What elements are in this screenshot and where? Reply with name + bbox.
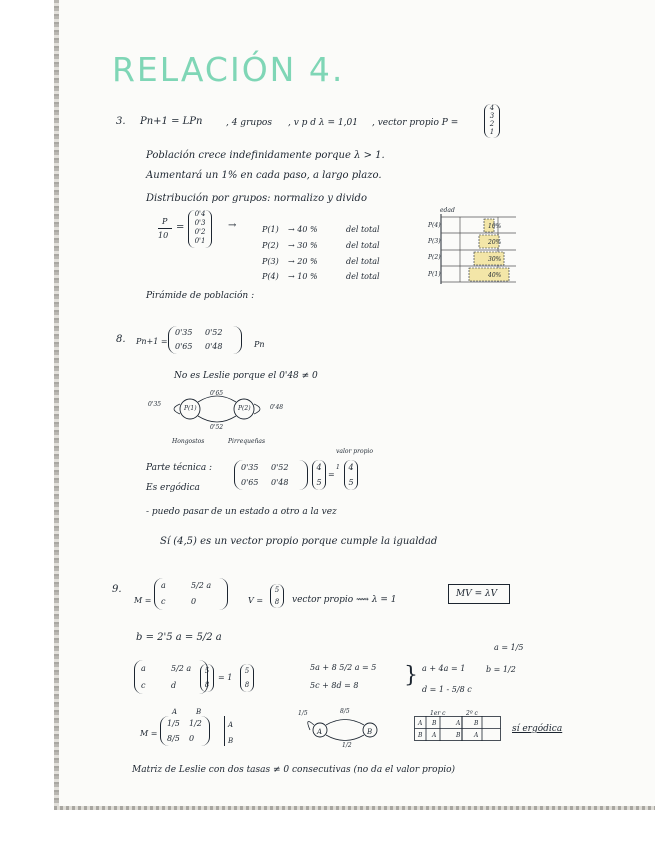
ex8-ergodic-label: Es ergódica — [146, 483, 200, 493]
ex9-system-eq2: 5c + 8d = 8 — [310, 681, 359, 690]
ex9-self-loop: 1/5 — [298, 710, 308, 717]
ex8-vector-left: 4 5 — [312, 460, 326, 490]
ex8-edge-top: 0'65 — [210, 390, 224, 397]
ex3-eigenvector: 4 3 2 1 — [484, 104, 500, 138]
ex8-vector-right: 4 5 — [344, 460, 358, 490]
ex9-conclusion: Matriz de Leslie con dos tasas ≠ 0 consecutivas (no da el valor propio) — [132, 765, 456, 775]
ex3-normalized-vector: 0'4 0'3 0'2 0'1 — [188, 210, 212, 248]
ex9-row-label-b: B — [228, 737, 234, 745]
ex3-frac-num: P — [162, 217, 168, 226]
ex8-self-loop-2: 0'48 — [270, 404, 284, 411]
ex3-frac-den: 10 — [158, 231, 169, 240]
ex8-node-label-2: Pirrequeñas — [228, 438, 266, 445]
ex9-result-a: a = 1/5 — [494, 643, 524, 652]
page-bottom-edge — [54, 806, 655, 810]
ex8-lambda: 1 — [336, 464, 340, 471]
ex9-matrix-abcd: a 5/2 a c d — [134, 660, 208, 694]
ex8-node-label-1: Hongostos — [172, 438, 205, 445]
ex9-table-head-1: 1er c — [430, 710, 446, 717]
ex9-result-b: b = 1/2 — [486, 665, 516, 674]
ex8-note-eigenvector: Sí (4,5) es un vector propio porque cumple la igualdad — [160, 536, 438, 547]
ex9-row-label-a: A — [228, 721, 234, 729]
ex8-lhs: Pn+1 = — [136, 337, 168, 346]
ex8-note-states: - puedo pasar de un estado a otro a la vez — [146, 507, 337, 517]
ex3-line-distribution: Distribución por grupos: normalizo y divido — [146, 193, 367, 204]
ex8-node-2: P(2) — [238, 405, 251, 412]
pyramid-axis-title: edad — [440, 207, 455, 214]
ex9-vector-v3: 5 8 — [240, 664, 254, 692]
ex8-part-label: Parte técnica : — [146, 463, 213, 473]
ex9-system-brace: } — [404, 663, 418, 688]
ex8-matrix: 0'35 0'52 0'65 0'48 — [168, 326, 242, 354]
ex9-solution-d: d = 1 - 5/8 c — [422, 685, 472, 694]
page-title: RELACIÓN 4. — [112, 50, 345, 89]
ex9-vector-v2: 5 8 — [200, 664, 214, 692]
ex8-eigenvalue-note: valor propio — [336, 448, 373, 455]
ex9-system-eq1: 5a + 8 5/2 a = 5 — [310, 663, 377, 672]
ex9-vector-v: 5 8 — [270, 584, 284, 608]
ex8-number: 8. — [116, 334, 126, 345]
ex9-mh-lhs: M = — [140, 729, 158, 738]
ex9-ergodic-result: sí ergódica — [512, 724, 563, 734]
ex8-node-1: P(1) — [184, 405, 197, 412]
ex3-eigenvector-label: , vector propio P = — [372, 118, 459, 128]
ex9-matrix-final: 1/5 1/2 8/5 0 — [160, 716, 210, 746]
ex9-boxed-text: MV = λV — [456, 589, 498, 599]
ex9-node-b: B — [367, 728, 373, 736]
ex3-equation: Pn+1 = LPn — [140, 116, 203, 127]
ex9-edge-top: 8/5 — [340, 708, 350, 715]
ex9-col-label-b: B — [196, 708, 202, 716]
ex9-number: 9. — [112, 584, 122, 595]
ex9-col-label-a: A — [172, 708, 178, 716]
ex9-solution-a: a + 4a = 1 — [422, 664, 466, 673]
ex8-edge-bottom: 0'52 — [210, 424, 224, 431]
ex9-vector-lhs: V = — [248, 596, 264, 605]
ex8-equals: = — [328, 470, 335, 479]
ex3-arrow: → — [228, 220, 237, 231]
ex9-matrix-m: a 5/2 a c 0 — [154, 578, 228, 610]
ex9-lambda: = 1 — [218, 673, 233, 682]
ex9-node-a: A — [317, 728, 323, 736]
ex9-row-divider — [224, 716, 225, 746]
ex8-note-leslie: No es Leslie porque el 0'48 ≠ 0 — [174, 371, 318, 381]
ex3-line-growth: Población crece indefinidamente porque λ > 1. — [146, 150, 385, 161]
ex3-frac-bar — [158, 228, 172, 229]
ex9-eigenvector-note: vector propio ⟿ λ = 1 — [292, 595, 397, 605]
ex3-number: 3. — [116, 116, 126, 127]
ex3-groups: , 4 grupos — [226, 118, 272, 128]
ex3-eigenvalue: , v p d λ = 1,01 — [288, 118, 358, 128]
page-binding-edge — [54, 0, 59, 808]
ex9-b-value: b = 2'5 a = 5/2 a — [136, 632, 222, 643]
ex3-equals: = — [176, 222, 185, 233]
ex9-matrix-lhs: M = — [134, 596, 152, 605]
ex9-edge-bottom: 1/2 — [342, 742, 352, 749]
ex8-rhs: Pn — [254, 340, 265, 349]
ex8-matrix-check: 0'35 0'52 0'65 0'48 — [234, 460, 308, 490]
ex8-self-loop-1: 0'35 — [148, 401, 162, 408]
ex3-pyramid-label: Pirámide de población : — [146, 291, 255, 301]
ex9-table-head-2: 2º c — [466, 710, 478, 717]
ex3-line-percent: Aumentará un 1% en cada paso, a largo plazo. — [146, 170, 382, 181]
